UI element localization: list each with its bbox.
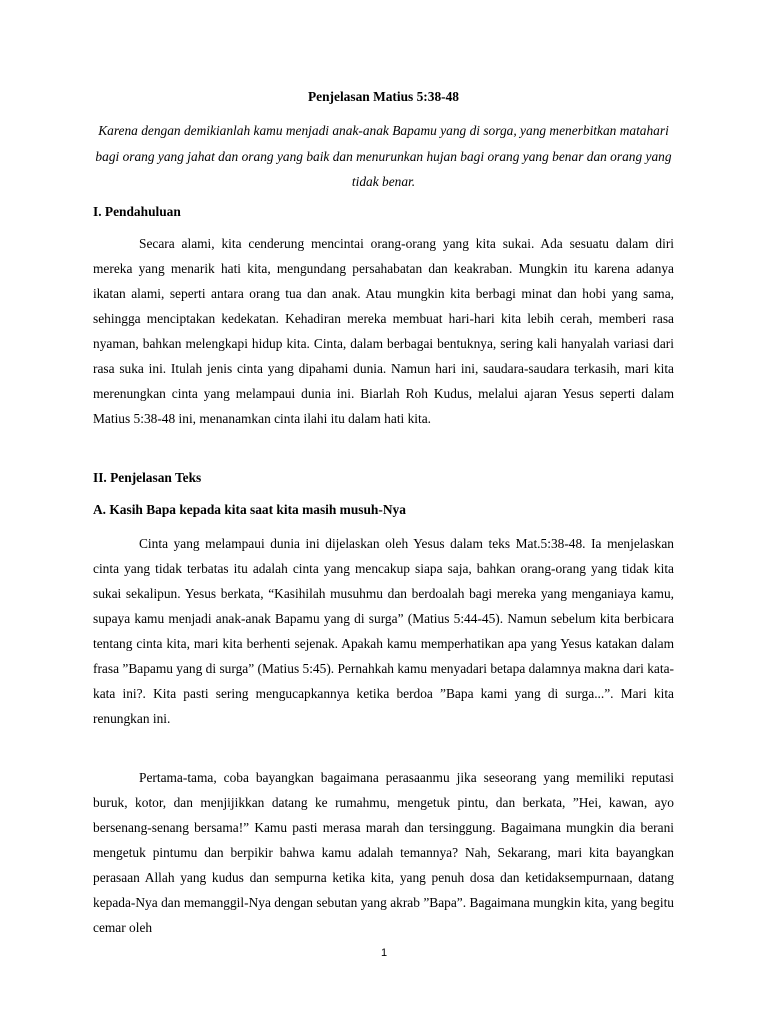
section-heading-text-explanation: II. Penjelasan Teks <box>93 470 202 485</box>
epigraph-verse: Karena dengan demikianlah kamu menjadi anak-anak Bapamu yang di sorga, yang menerbitkan matahari bagi orang yang jahat dan orang yang baik dan menurunkan hujan bagi orang yang benar dan orang yang tidak benar. <box>95 123 672 189</box>
section-heading-introduction: I. Pendahuluan <box>93 204 181 219</box>
introduction-paragraph: Secara alami, kita cenderung mencintai orang-orang yang kita sukai. Ada sesuatu dalam diri mereka yang menarik hati kita, mengundang persahabatan dan keakraban. Mungkin itu karena adanya ikatan alami, seperti antara orang tua dan anak. Atau mungkin kita berbagi minat dan hobi yang sama, sehingga menciptakan kedekatan. Kehadiran mereka membuat hari-hari kita lebih cerah, memberi rasa nyaman, bahkan melengkapi hidup kita. Cinta, dalam berbagai bentuknya, sering kali hanyalah variasi dari rasa suka ini. Itulah jenis cinta yang dipahami dunia. Namun hari ini, saudara-saudara terkasih, mari kita merenungkan cinta yang melampaui dunia ini. Biarlah Roh Kudus, melalui ajaran Yesus seperti dalam Matius 5:38-48 ini, menanamkan cinta ilahi itu dalam hati kita. <box>93 236 674 426</box>
page-title: Penjelasan Matius 5:38-48 <box>307 89 459 104</box>
body-paragraph-1: Cinta yang melampaui dunia ini dijelaskan oleh Yesus dalam teks Mat.5:38-48. Ia menjelaskan cinta yang tidak terbatas itu adalah cinta yang mencakup siapa saja, bahkan orang-orang yang tidak kita sukai sekalipun. Yesus berkata, “Kasihilah musuhmu dan berdoalah bagi mereka yang menganiaya kamu, supaya kamu menjadi anak-anak Bapamu yang di surga” (Matius 5:44-45). Namun sebelum kita berbicara tentang cinta kita, mari kita berhenti sejenak. Apakah kamu memperhatikan apa yang Yesus katakan dalam frasa ”Bapamu yang di surga” (Matius 5:45). Pernahkah kamu menyadari betapa dalamnya makna dari kata-kata ini?. Kita pasti sering mengucapkannya ketika berdoa ”Bapa kami yang di surga...”. Mari kita renungkan ini. <box>93 536 674 726</box>
page-number: 1 <box>380 947 388 959</box>
subsection-heading-a: A. Kasih Bapa kepada kita saat kita masih musuh-Nya <box>93 502 406 517</box>
body-paragraph-2: Pertama-tama, coba bayangkan bagaimana perasaanmu jika seseorang yang memiliki reputasi buruk, kotor, dan menjijikkan datang ke rumahmu, mengetuk pintu, dan berkata, ”Hei, kawan, ayo bersenang-senang bersama!” Kamu pasti merasa marah dan tersinggung. Bagaimana mungkin dia berani mengetuk pintumu dan berpikir bahwa kamu adalah temannya? Nah, Sekarang, mari kita bayangkan perasaan Allah yang kudus dan sempurna ketika kita, yang penuh dosa dan ketidaksempurnaan, datang kepada-Nya dan memanggil-Nya dengan sebutan yang akrab ”Bapa”. Bagaimana mungkin kita, yang begitu cemar oleh <box>93 770 674 935</box>
